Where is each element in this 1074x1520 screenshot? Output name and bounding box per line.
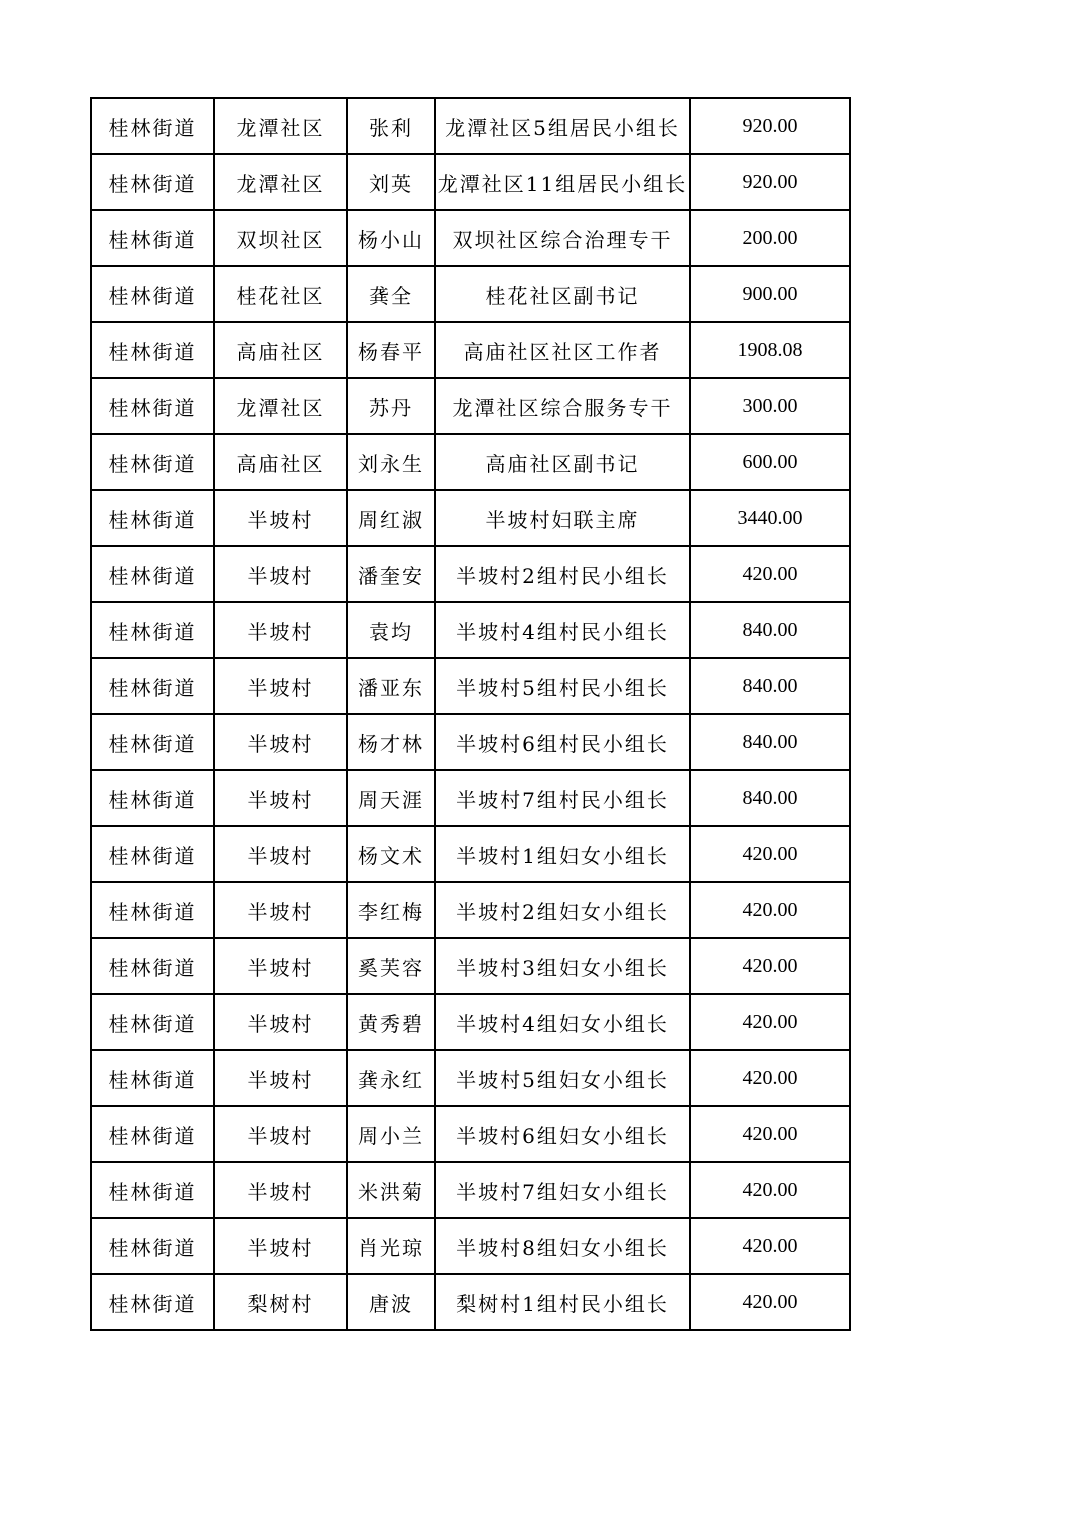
table-row	[91, 826, 850, 882]
position-cell: 半坡村4组妇女小组长	[435, 994, 690, 1050]
amount-cell: 420.00	[690, 1274, 850, 1330]
community-cell: 半坡村	[214, 882, 347, 938]
amount-cell: 920.00	[690, 98, 850, 154]
street-cell: 桂林街道	[91, 882, 214, 938]
community-cell: 半坡村	[214, 1162, 347, 1218]
position-cell: 半坡村7组妇女小组长	[435, 1162, 690, 1218]
table-row	[91, 434, 850, 490]
street-cell: 桂林街道	[91, 602, 214, 658]
name-cell: 周红淑	[347, 490, 435, 546]
name-cell: 杨文术	[347, 826, 435, 882]
table-row	[91, 490, 850, 546]
street-cell: 桂林街道	[91, 1218, 214, 1274]
amount-cell: 420.00	[690, 1162, 850, 1218]
table-body	[91, 98, 850, 1330]
street-cell: 桂林街道	[91, 1106, 214, 1162]
name-cell: 黄秀碧	[347, 994, 435, 1050]
position-cell: 半坡村2组村民小组长	[435, 546, 690, 602]
community-cell: 半坡村	[214, 1218, 347, 1274]
community-cell: 半坡村	[214, 1106, 347, 1162]
street-cell: 桂林街道	[91, 210, 214, 266]
amount-cell: 420.00	[690, 938, 850, 994]
table-row	[91, 994, 850, 1050]
community-cell: 半坡村	[214, 490, 347, 546]
table-row	[91, 378, 850, 434]
amount-cell: 920.00	[690, 154, 850, 210]
table-row	[91, 322, 850, 378]
name-cell: 肖光琼	[347, 1218, 435, 1274]
street-cell: 桂林街道	[91, 1162, 214, 1218]
street-cell: 桂林街道	[91, 154, 214, 210]
name-cell: 李红梅	[347, 882, 435, 938]
position-cell: 半坡村8组妇女小组长	[435, 1218, 690, 1274]
name-cell: 杨春平	[347, 322, 435, 378]
street-cell: 桂林街道	[91, 658, 214, 714]
amount-cell: 420.00	[690, 994, 850, 1050]
street-cell: 桂林街道	[91, 378, 214, 434]
street-cell: 桂林街道	[91, 826, 214, 882]
name-cell: 龚全	[347, 266, 435, 322]
position-cell: 龙潭社区5组居民小组长	[435, 98, 690, 154]
position-cell: 半坡村2组妇女小组长	[435, 882, 690, 938]
community-cell: 高庙社区	[214, 322, 347, 378]
street-cell: 桂林街道	[91, 434, 214, 490]
community-cell: 龙潭社区	[214, 378, 347, 434]
table-row	[91, 1274, 850, 1330]
amount-cell: 420.00	[690, 826, 850, 882]
street-cell: 桂林街道	[91, 770, 214, 826]
table-row	[91, 1106, 850, 1162]
position-cell: 半坡村7组村民小组长	[435, 770, 690, 826]
community-cell: 半坡村	[214, 1050, 347, 1106]
street-cell: 桂林街道	[91, 322, 214, 378]
position-cell: 桂花社区副书记	[435, 266, 690, 322]
name-cell: 袁均	[347, 602, 435, 658]
community-cell: 龙潭社区	[214, 154, 347, 210]
name-cell: 龚永红	[347, 1050, 435, 1106]
street-cell: 桂林街道	[91, 98, 214, 154]
position-cell: 高庙社区社区工作者	[435, 322, 690, 378]
community-cell: 桂花社区	[214, 266, 347, 322]
position-cell: 梨树村1组村民小组长	[435, 1274, 690, 1330]
table-row	[91, 1162, 850, 1218]
amount-cell: 1908.08	[690, 322, 850, 378]
position-cell: 半坡村6组村民小组长	[435, 714, 690, 770]
name-cell: 杨才林	[347, 714, 435, 770]
name-cell: 潘亚东	[347, 658, 435, 714]
table-row	[91, 546, 850, 602]
community-cell: 半坡村	[214, 658, 347, 714]
table-row	[91, 658, 850, 714]
position-cell: 半坡村4组村民小组长	[435, 602, 690, 658]
amount-cell: 840.00	[690, 658, 850, 714]
table-row	[91, 938, 850, 994]
name-cell: 刘永生	[347, 434, 435, 490]
community-cell: 半坡村	[214, 826, 347, 882]
amount-cell: 200.00	[690, 210, 850, 266]
community-cell: 半坡村	[214, 714, 347, 770]
subsidy-table	[90, 97, 851, 1331]
position-cell: 双坝社区综合治理专干	[435, 210, 690, 266]
name-cell: 唐波	[347, 1274, 435, 1330]
name-cell: 奚芙容	[347, 938, 435, 994]
street-cell: 桂林街道	[91, 714, 214, 770]
street-cell: 桂林街道	[91, 1050, 214, 1106]
position-cell: 半坡村5组妇女小组长	[435, 1050, 690, 1106]
name-cell: 张利	[347, 98, 435, 154]
community-cell: 高庙社区	[214, 434, 347, 490]
street-cell: 桂林街道	[91, 1274, 214, 1330]
position-cell: 半坡村1组妇女小组长	[435, 826, 690, 882]
street-cell: 桂林街道	[91, 938, 214, 994]
table-row	[91, 154, 850, 210]
table-row	[91, 882, 850, 938]
amount-cell: 840.00	[690, 714, 850, 770]
name-cell: 苏丹	[347, 378, 435, 434]
position-cell: 龙潭社区11组居民小组长	[435, 154, 690, 210]
amount-cell: 420.00	[690, 546, 850, 602]
community-cell: 梨树村	[214, 1274, 347, 1330]
street-cell: 桂林街道	[91, 266, 214, 322]
community-cell: 双坝社区	[214, 210, 347, 266]
community-cell: 半坡村	[214, 546, 347, 602]
amount-cell: 420.00	[690, 1218, 850, 1274]
name-cell: 杨小山	[347, 210, 435, 266]
street-cell: 桂林街道	[91, 546, 214, 602]
table-row	[91, 714, 850, 770]
amount-cell: 3440.00	[690, 490, 850, 546]
position-cell: 龙潭社区综合服务专干	[435, 378, 690, 434]
table-row	[91, 1218, 850, 1274]
amount-cell: 300.00	[690, 378, 850, 434]
street-cell: 桂林街道	[91, 490, 214, 546]
table-row	[91, 98, 850, 154]
name-cell: 潘奎安	[347, 546, 435, 602]
name-cell: 周天涯	[347, 770, 435, 826]
position-cell: 半坡村3组妇女小组长	[435, 938, 690, 994]
amount-cell: 600.00	[690, 434, 850, 490]
table-row	[91, 770, 850, 826]
amount-cell: 840.00	[690, 770, 850, 826]
community-cell: 半坡村	[214, 602, 347, 658]
community-cell: 半坡村	[214, 994, 347, 1050]
community-cell: 龙潭社区	[214, 98, 347, 154]
community-cell: 半坡村	[214, 938, 347, 994]
amount-cell: 420.00	[690, 1050, 850, 1106]
position-cell: 半坡村6组妇女小组长	[435, 1106, 690, 1162]
position-cell: 高庙社区副书记	[435, 434, 690, 490]
name-cell: 刘英	[347, 154, 435, 210]
name-cell: 米洪菊	[347, 1162, 435, 1218]
community-cell: 半坡村	[214, 770, 347, 826]
table-row	[91, 1050, 850, 1106]
amount-cell: 900.00	[690, 266, 850, 322]
table-row	[91, 210, 850, 266]
table-row	[91, 602, 850, 658]
amount-cell: 420.00	[690, 1106, 850, 1162]
position-cell: 半坡村妇联主席	[435, 490, 690, 546]
amount-cell: 420.00	[690, 882, 850, 938]
name-cell: 周小兰	[347, 1106, 435, 1162]
position-cell: 半坡村5组村民小组长	[435, 658, 690, 714]
amount-cell: 840.00	[690, 602, 850, 658]
table-row	[91, 266, 850, 322]
street-cell: 桂林街道	[91, 994, 214, 1050]
